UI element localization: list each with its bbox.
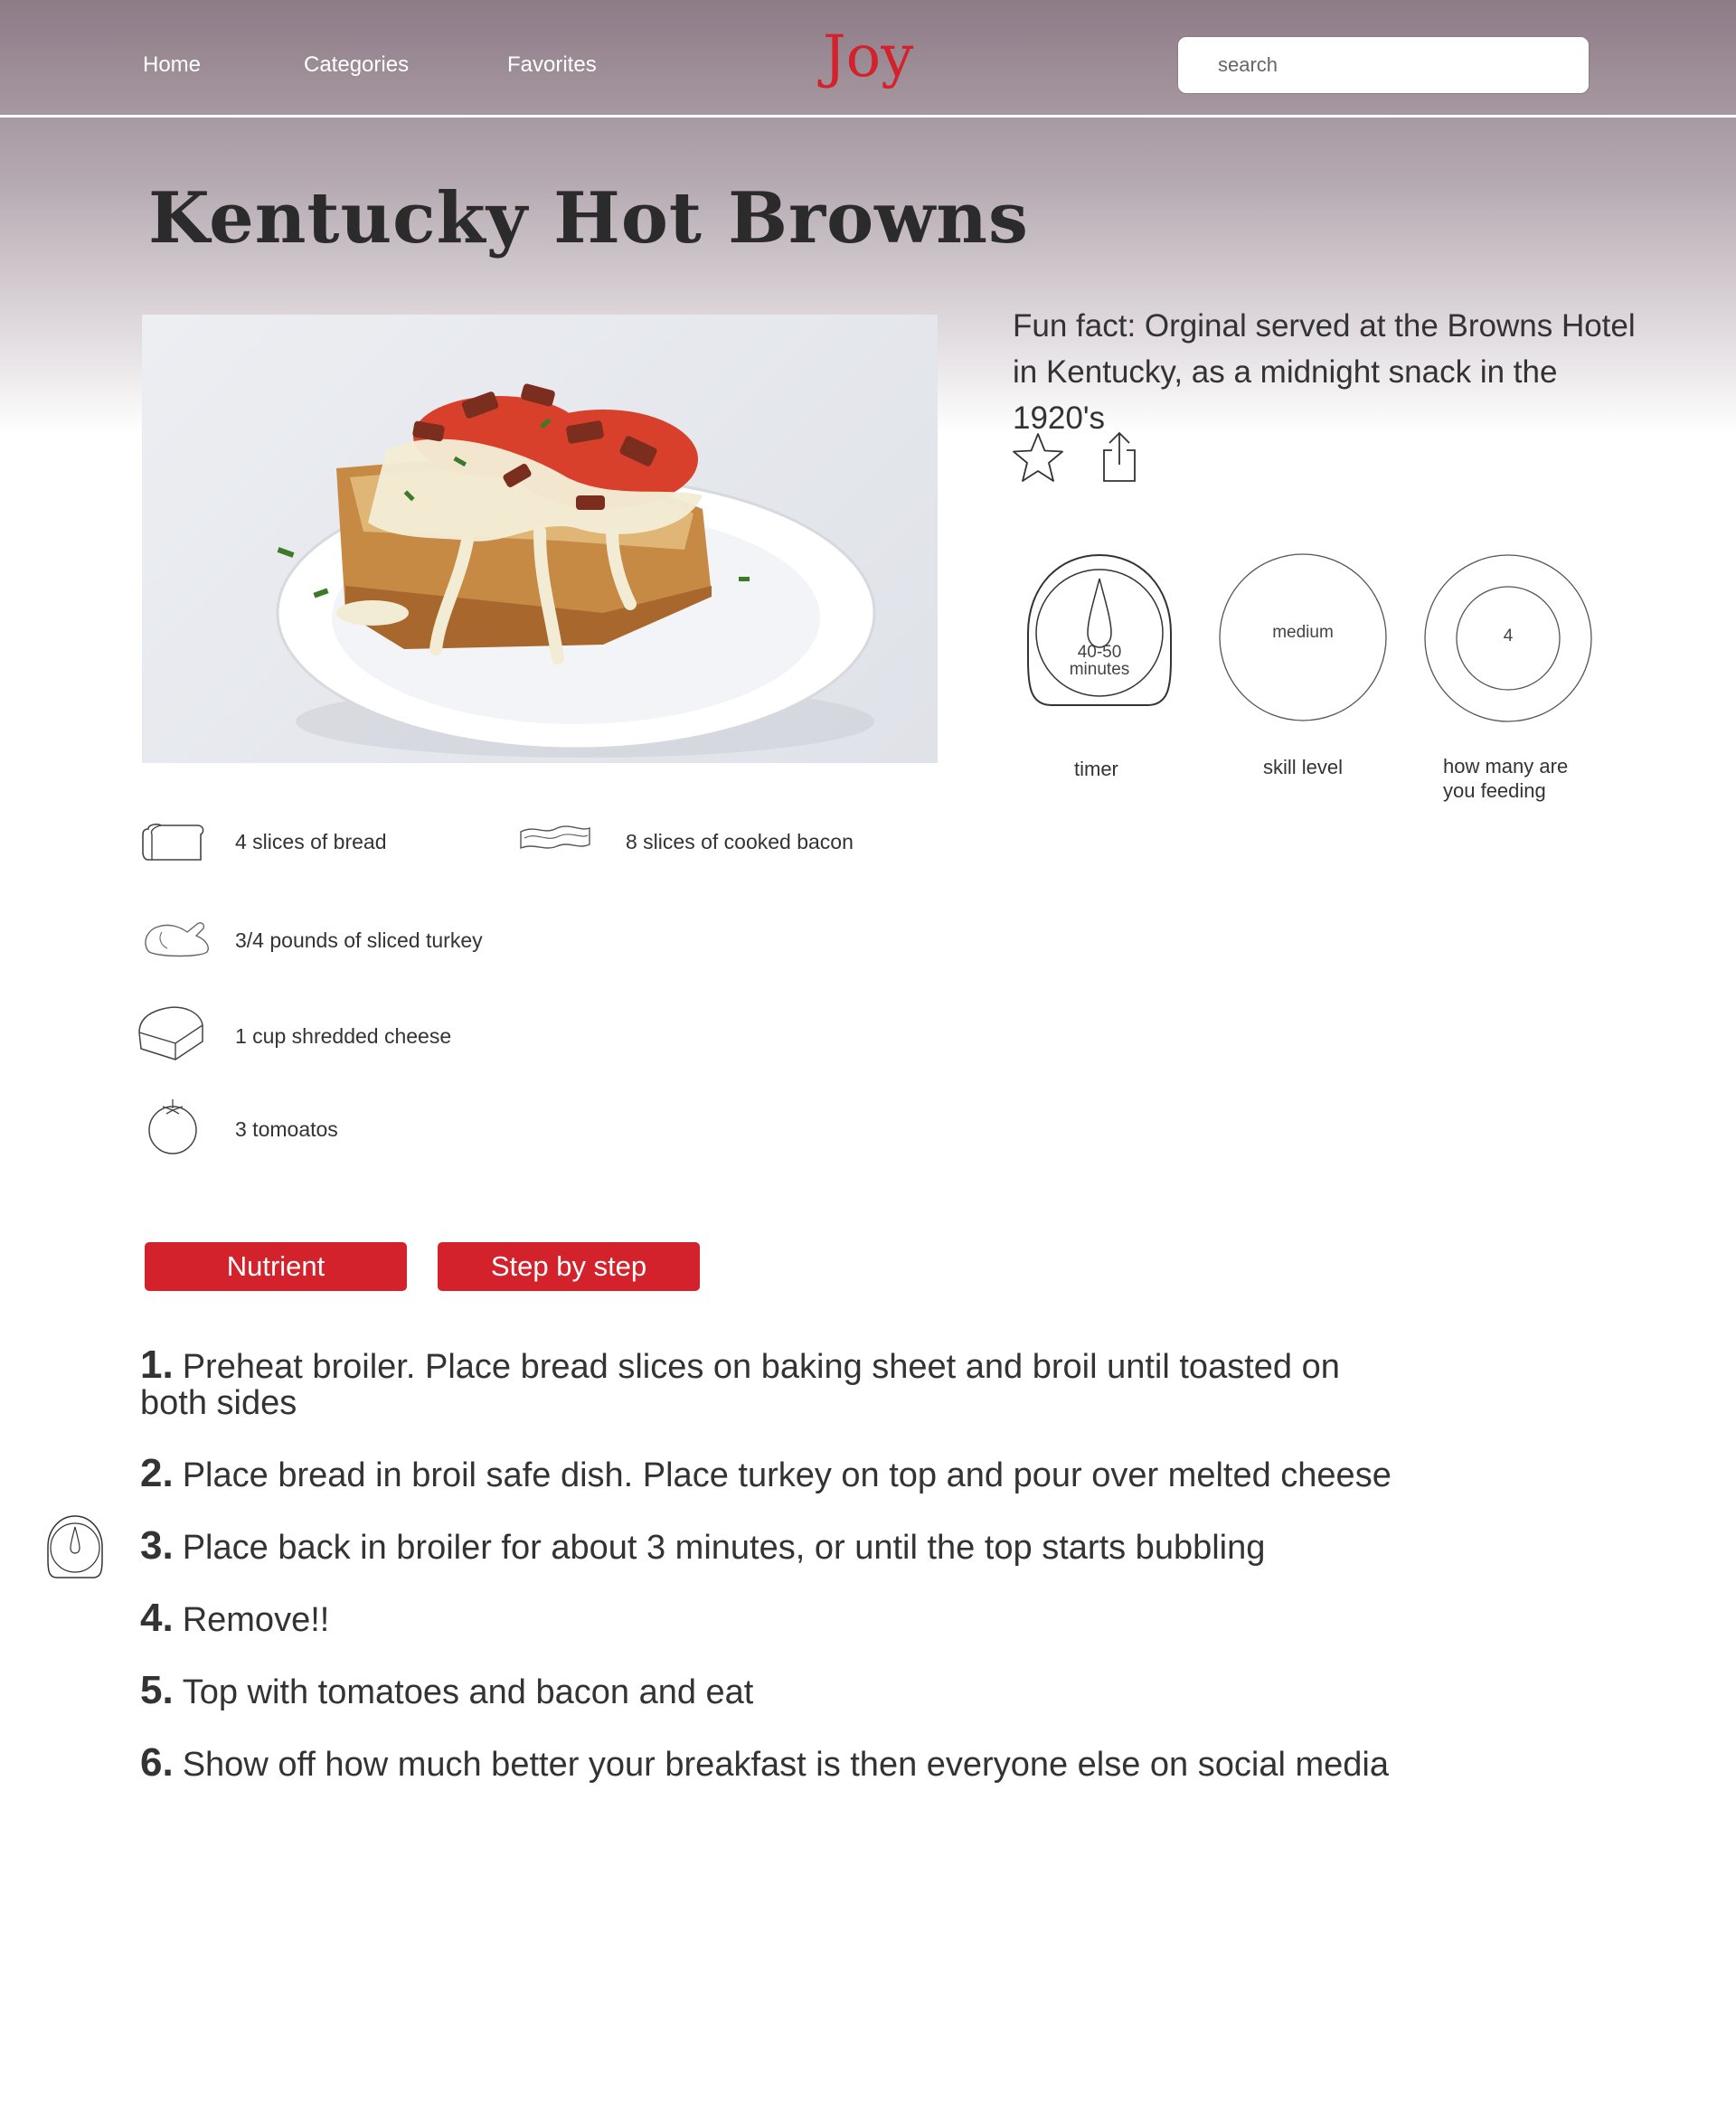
step-number: 3. [140, 1523, 174, 1568]
nav-categories-link[interactable]: Categories [304, 52, 410, 77]
servings-label-line1: how many are [1443, 755, 1569, 777]
timer-value: 40-50 [1077, 643, 1122, 662]
skill-level-widget[interactable] [1218, 552, 1388, 722]
servings-label-line2: you feeding [1443, 779, 1546, 802]
bacon-icon [517, 823, 593, 858]
step-text: Place bread in broil safe dish. Place turkey on top and pour over melted cheese [182, 1456, 1392, 1494]
skill-level-value: medium [1272, 623, 1334, 642]
step-text: Preheat broiler. Place bread slices on baking sheet and broil until toasted on both sides [140, 1348, 1340, 1422]
nav-divider [0, 115, 1736, 118]
step-number: 5. [140, 1668, 174, 1712]
servings-value: 4 [1503, 627, 1514, 645]
favorite-star-icon[interactable] [1011, 431, 1065, 490]
step-number: 4. [140, 1596, 174, 1640]
bread-icon [141, 822, 206, 870]
ingredient-bread: 4 slices of bread [235, 830, 387, 853]
step-text: Place back in broiler for about 3 minutes, or until the top starts bubbling [182, 1529, 1266, 1567]
fun-fact: Fun fact: Orginal served at the Browns Hotel in Kentucky, as a midnight snack in the 1920's [1013, 308, 1636, 436]
step-item [140, 1523, 1397, 1568]
servings-label [1443, 754, 1568, 803]
timer-label: timer [1074, 758, 1118, 780]
timer-widget[interactable] [1026, 551, 1173, 714]
timer-unit: minutes [1069, 660, 1130, 679]
page-title: Kentucky Hot Browns [148, 177, 1029, 259]
servings-widget[interactable] [1423, 553, 1593, 723]
step-timer-icon[interactable] [46, 1514, 104, 1584]
step-number: 6. [140, 1740, 174, 1785]
step-item [140, 1668, 1397, 1712]
turkey-icon [140, 918, 212, 964]
ingredient-tomato: 3 tomoatos [235, 1117, 338, 1141]
tomato-icon [143, 1096, 203, 1160]
ingredient-bacon: 8 slices of cooked bacon [626, 830, 854, 853]
nav-home-link[interactable]: Home [143, 52, 202, 77]
ingredient-turkey: 3/4 pounds of sliced turkey [235, 928, 483, 952]
tab-step-by-step[interactable]: Step by step [438, 1242, 700, 1291]
step-text: Top with tomatoes and bacon and eat [182, 1673, 754, 1711]
recipe-photo [142, 315, 938, 763]
step-item [140, 1451, 1397, 1495]
step-item [140, 1740, 1397, 1785]
search-input[interactable] [1177, 36, 1590, 94]
step-text: Remove!! [182, 1601, 330, 1639]
share-icon[interactable] [1101, 430, 1137, 489]
step-item [140, 1343, 1397, 1422]
step-item [140, 1596, 1397, 1640]
top-nav [0, 0, 1736, 115]
ingredient-cheese: 1 cup shredded cheese [235, 1024, 452, 1048]
brand-logo[interactable]: Joy [823, 24, 914, 90]
step-number: 1. [140, 1343, 174, 1387]
tab-nutrient[interactable]: Nutrient [145, 1242, 407, 1291]
step-number: 2. [140, 1451, 174, 1495]
cheese-icon [136, 1003, 208, 1068]
step-text: Show off how much better your breakfast is then everyone else on social media [182, 1746, 1389, 1784]
nav-favorites-link[interactable]: Favorites [507, 52, 597, 77]
skill-level-label: skill level [1263, 756, 1344, 778]
